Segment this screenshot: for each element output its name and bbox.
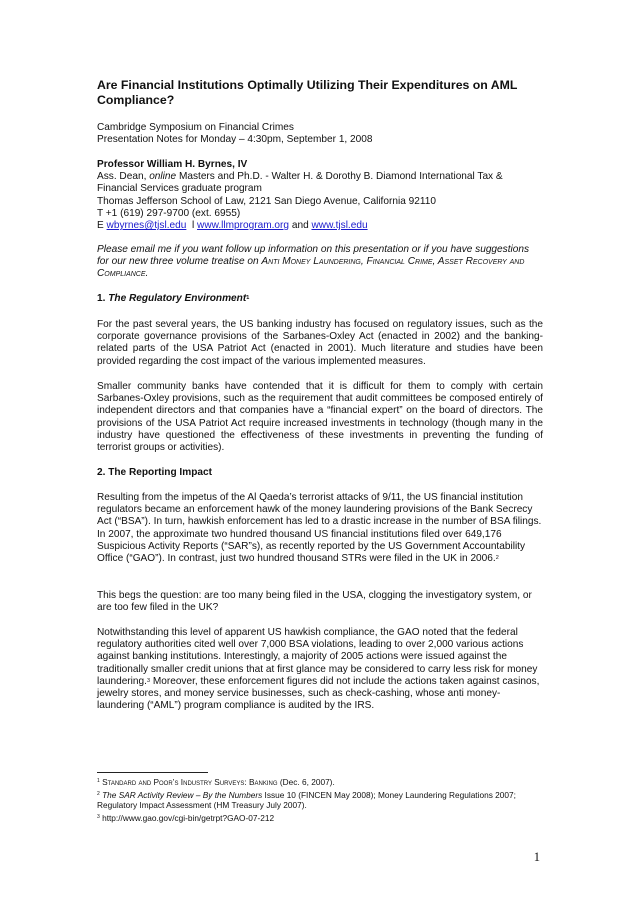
footnote-ref-1: 1 [246, 295, 250, 301]
author-name: Professor William H. Byrnes, IV [97, 159, 248, 170]
follow-up-text [97, 244, 543, 281]
footnote-2-title: The SAR Activity Review – By the Numbers [99, 790, 263, 800]
section-1-number: 1. [97, 293, 109, 304]
section-1-title: The Regulatory Environment [108, 293, 247, 304]
section-2-paragraph-3 [97, 627, 543, 712]
section-1-paragraph-1: For the past several years, the US banking industry has focused on regulatory issues, such as the corporate governance provisions of the Sarbanes-Oxley Act (enacted in 2002) and the banking-related parts of the USA Patriot Act (enacted in 2001). Much literature and studies have been provided regarding the cost impact of the various implemented measures. [97, 319, 543, 367]
document-title: Are Financial Institutions Optimally Utilizing Their Expenditures on AML Compliance? [97, 78, 518, 107]
event-line-1: Cambridge Symposium on Financial Crimes [97, 122, 294, 133]
section-2-paragraph-3-text-a: Notwithstanding this level of apparent US hawkish compliance, the GAO noted that the federal regulatory authorities cited well over 7,000 BSA violations, leading to over 2,000 various actions against banking institutions. Interestingly, a majority of 2005 actions were issued against the traditionally smaller credit unions that at first glance may be considered to carry less risk for money laundering. [97, 627, 538, 687]
section-2-paragraph-2: This begs the question: are too many being filed in the USA, clogging the investigatory system, or are too few filed in the UK? [97, 590, 532, 614]
follow-up-suffix: . [145, 268, 149, 280]
footnote-ref-2: 2 [495, 555, 499, 562]
footnote-3 [97, 813, 543, 823]
footnote-2-number: 2 [97, 791, 100, 797]
follow-up-note [97, 244, 543, 281]
footnote-ref-3: 3 [146, 677, 151, 684]
email-prefix: E [97, 220, 107, 232]
section-1-heading [97, 293, 543, 305]
footnote-1-source: Standard and Poor’s Industry Surveys: Banking [99, 777, 278, 787]
section-2-paragraph-1 [97, 492, 543, 565]
footnote-1 [97, 777, 543, 787]
section-2-paragraph-1-text: Resulting from the impetus of the Al Qaeda’s terrorist attacks of 9/11, the US financial institution regulators became an enforcement hawk of the money laundering provisions of the Bank Secrecy Act (“BSA”). In turn, hawkish enforcement has led to a drastic increase in the number of BSA filings. In 2007, the approximate two hundred thousand US financial institutions filed over 649,176 Suspicious Activity Reports (“SAR”s), as recently reported by the US Government Accountability Office (“GAO”). In contrast, just two hundred thousand STRs were filed in the UK in 2006. [97, 492, 542, 565]
treatise-title: Anti Money Laundering, Financial Crime, Asset Recovery and Compliance [97, 256, 525, 280]
author-phone: T +1 (619) 297-9700 (ext. 6955) [97, 207, 241, 219]
author-contacts [97, 220, 543, 232]
footnote-2 [97, 790, 543, 811]
contact-and: and [289, 220, 312, 232]
author-block [97, 159, 543, 232]
section-2-heading: 2. The Reporting Impact [97, 467, 212, 478]
footnote-1-rest: (Dec. 6, 2007). [277, 777, 335, 787]
footnote-divider [97, 772, 208, 773]
author-role [97, 171, 543, 195]
footnote-3-url: http://www.gao.gov/cgi-bin/getrpt?GAO-07-212 [99, 813, 275, 823]
author-school: Thomas Jefferson School of Law, 2121 San Diego Avenue, California 92110 [97, 195, 436, 207]
author-role-prefix: Ass. Dean, [97, 171, 150, 183]
footnote-3-number: 3 [97, 814, 100, 820]
section-1-paragraph-2: Smaller community banks have contended that it is difficult for them to comply with certain Sarbanes-Oxley provisions, such as the requirement that audit committees be composed entirely of independent directors and that companies have a “financial expert” on the board of directors. The provisions of the USA Patriot Act require increased investments in technology (though many in the industry have questioned the effectiveness of these investments in preventing the funding of terrorist groups or activities). [97, 381, 543, 454]
author-role-italic: online [149, 171, 177, 183]
footnote-1-number: 1 [97, 778, 100, 784]
event-line-2: Presentation Notes for Monday – 4:30pm, September 1, 2008 [97, 134, 373, 146]
tjsl-link[interactable]: www.tjsl.edu [311, 220, 368, 232]
footnote-2-rest: Issue 10 (FINCEN May 2008); Money Laundering Regulations 2007; Regulatory Impact Assessment (HM Treasury July 2007). [97, 790, 516, 811]
llmprogram-link[interactable]: www.llmprogram.org [197, 220, 290, 232]
event-info [97, 122, 543, 146]
author-role-rest: Masters and Ph.D. - Walter H. & Dorothy B. Diamond International Tax & Financial Services graduate program [97, 171, 503, 195]
contact-separator: l [186, 220, 198, 232]
section-2-paragraph-3-text-b: Moreover, these enforcement figures did not include the actions taken against casinos, jewelry stores, and money service businesses, such as check-cashing, whose anti money-laundering (“AML”) program compliance is audited by the IRS. [97, 675, 540, 712]
page-number: 1 [533, 850, 540, 864]
follow-up-prefix: Please email me if you want follow up information on this presentation or if you have suggestions for our new three volume treatise on [97, 244, 530, 268]
email-link[interactable]: wbyrnes@tjsl.edu [106, 220, 187, 232]
